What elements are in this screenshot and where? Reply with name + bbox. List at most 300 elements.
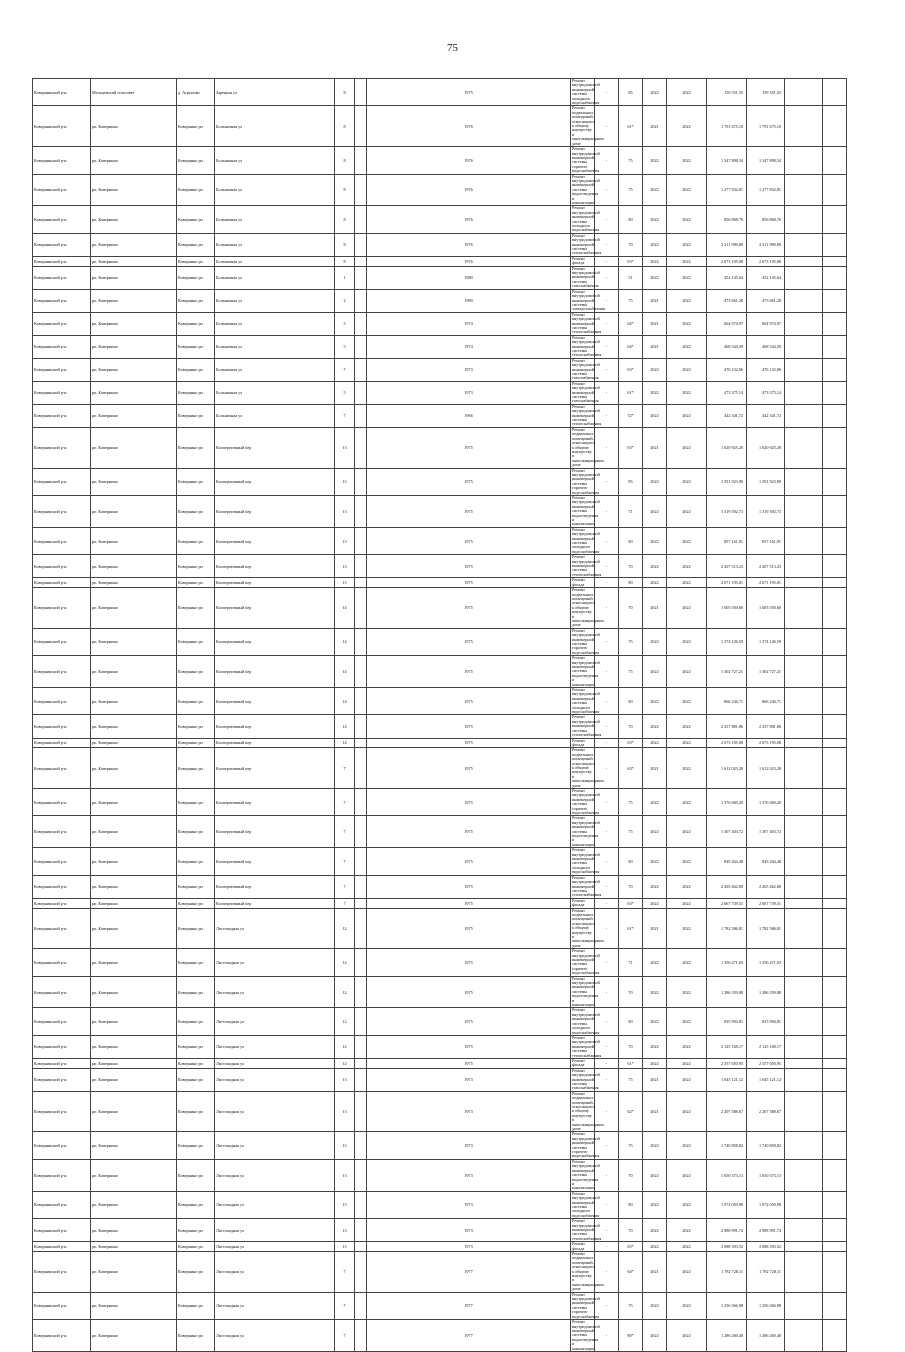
empty-cell [823, 79, 847, 106]
street-cell: Больничная ул [215, 381, 335, 404]
street-cell: Кооперативный пер [215, 628, 335, 655]
table-row [33, 312, 847, 335]
total-cost-cell: 1 374 126,59 [747, 628, 785, 655]
start-year-cell: 2022 [643, 1132, 667, 1159]
cost-cell: 2 265 462,80 [707, 875, 747, 898]
year-built-cell: 1977 [367, 1292, 571, 1319]
total-cost-cell: 2 988 991,74 [747, 1219, 785, 1242]
house-number-cell: 7 [335, 875, 355, 898]
empty-cell [785, 578, 823, 588]
settlement-cell: рп. Ковернино [91, 578, 177, 588]
start-year-cell: 2022 [643, 1008, 667, 1035]
total-cost-cell: 849 264,48 [747, 848, 785, 875]
total-cost-cell: 2 257 881,86 [747, 715, 785, 738]
year-built-cell: 1975 [367, 1035, 571, 1058]
total-cost-cell: 3 088 393,52 [747, 1242, 785, 1252]
empty-cell [355, 1008, 367, 1035]
unit-cell: - [595, 381, 619, 404]
work-type-cell: Ремонт внутридомовой инженерной системы горячего водоснабжения [572, 787, 600, 815]
total-cost-cell: 1 286 260,40 [747, 1320, 785, 1352]
locality-cell: Ковернино рп [177, 106, 215, 147]
district-cell: Ковернинский р-н [33, 1191, 91, 1218]
street-cell: Больничная ул [215, 404, 335, 427]
empty-cell [785, 468, 823, 495]
wear-percent-cell: 63* [619, 256, 643, 266]
house-number-cell: 7 [335, 358, 355, 381]
work-type-cell: Ремонт подвальных помещений, относящихся к общему имуществу в многоквартирном доме [572, 426, 604, 468]
cost-cell: 3 088 393,52 [707, 1242, 747, 1252]
year-built-cell: 1975 [367, 848, 571, 875]
settlement-cell: рп. Ковернино [91, 908, 177, 949]
start-year-cell: 2022 [643, 788, 667, 815]
street-cell: Кооперативный пер [215, 848, 335, 875]
start-year-cell: 2022 [643, 656, 667, 688]
locality-cell: Ковернино рп [177, 748, 215, 789]
year-built-cell: 1977 [367, 1252, 571, 1293]
house-number-cell: 13 [335, 1191, 355, 1218]
wear-percent-cell: 80 [619, 527, 643, 554]
start-year-cell: 2022 [643, 898, 667, 908]
cost-cell: 2 671 195,01 [707, 578, 747, 588]
district-cell: Ковернинский р-н [33, 1252, 91, 1293]
unit-cell: - [595, 106, 619, 147]
street-cell: Листопадная ул [215, 1191, 335, 1218]
total-cost-cell: 473 661,28 [747, 289, 785, 312]
district-cell: Ковернинский р-н [33, 1068, 91, 1091]
end-year-cell: 2022 [667, 266, 707, 289]
table-row [33, 715, 847, 738]
year-built-cell: 1975 [367, 715, 571, 738]
settlement-cell: рп. Ковернино [91, 427, 177, 468]
year-built-cell: 1973 [367, 1219, 571, 1242]
start-year-cell: 2022 [643, 1035, 667, 1058]
house-number-cell: 7 [335, 848, 355, 875]
unit-cell: - [595, 147, 619, 174]
street-cell: Листопадная ул [215, 1132, 335, 1159]
start-year-cell: 2022 [643, 468, 667, 495]
empty-cell [785, 427, 823, 468]
empty-cell [785, 174, 823, 206]
district-cell: Ковернинский р-н [33, 106, 91, 147]
street-cell: Листопадная ул [215, 976, 335, 1008]
district-cell: Ковернинский р-н [33, 578, 91, 588]
work-type-cell: Ремонт внутридомовой инженерной системы водоотведения и канализации [572, 1319, 600, 1351]
empty-cell [823, 233, 847, 256]
house-number-cell: 7 [335, 788, 355, 815]
cost-cell: 857 161,91 [707, 527, 747, 554]
empty-cell [823, 1292, 847, 1319]
year-built-cell: 1975 [367, 527, 571, 554]
street-cell: Кооперативный пер [215, 656, 335, 688]
street-cell: Больничная ул [215, 233, 335, 256]
empty-cell [823, 578, 847, 588]
settlement-cell: рп. Ковернино [91, 404, 177, 427]
wear-percent-cell: 63* [619, 748, 643, 789]
street-cell: Листопадная ул [215, 1292, 335, 1319]
house-number-cell: 12 [335, 1035, 355, 1058]
unit-cell: - [595, 908, 619, 949]
house-number-cell: 8 [335, 233, 355, 256]
table-row [33, 1159, 847, 1191]
street-cell: Кооперативный пер [215, 468, 335, 495]
work-type-cell: Ремонт внутридомовой инженерной системы водоотведения и канализации [572, 815, 600, 847]
wear-percent-cell: 70 [619, 1219, 643, 1242]
total-cost-cell: 866 236,71 [747, 688, 785, 715]
empty-cell [355, 875, 367, 898]
empty-cell [785, 1091, 823, 1132]
work-type-cell: Ремонт внутридомовой инженерной системы теплоснабжения [572, 232, 602, 256]
start-year-cell: 2022 [643, 1219, 667, 1242]
empty-cell [355, 555, 367, 578]
settlement-cell: рп. Ковернино [91, 628, 177, 655]
empty-cell [355, 335, 367, 358]
total-cost-cell: 1 256 366,98 [747, 1292, 785, 1319]
cost-cell: 468 544,59 [707, 335, 747, 358]
year-built-cell: 1966 [367, 404, 571, 427]
total-cost-cell: 835 994,81 [747, 1008, 785, 1035]
total-cost-cell: 1 605 550,60 [747, 588, 785, 629]
empty-cell [785, 908, 823, 949]
empty-cell [823, 1091, 847, 1132]
empty-cell [355, 1132, 367, 1159]
street-cell: Больничная ул [215, 174, 335, 206]
empty-cell [823, 848, 847, 875]
street-cell: Листопадная ул [215, 1008, 335, 1035]
settlement-cell: рп. Ковернино [91, 335, 177, 358]
house-number-cell: 13 [335, 1132, 355, 1159]
unit-cell: - [595, 898, 619, 908]
work-type-cell: Ремонт внутридомовой инженерной системы холодного водоснабжения [572, 526, 600, 554]
table-row [33, 79, 847, 106]
cost-cell: 1 072 050,98 [707, 1191, 747, 1218]
settlement-cell: рп. Ковернино [91, 1058, 177, 1068]
district-cell: Ковернинский р-н [33, 788, 91, 815]
district-cell: Ковернинский р-н [33, 628, 91, 655]
table-row [33, 358, 847, 381]
empty-cell [823, 1191, 847, 1218]
street-cell: Больничная ул [215, 312, 335, 335]
settlement-cell: рп. Ковернино [91, 748, 177, 789]
empty-cell [355, 79, 367, 106]
wear-percent-cell: 80 [619, 206, 643, 233]
locality-cell: Ковернино рп [177, 578, 215, 588]
locality-cell: Ковернино рп [177, 1159, 215, 1191]
table-row [33, 688, 847, 715]
start-year-cell: 2022 [643, 1320, 667, 1352]
cost-cell: 1 356 471,03 [707, 949, 747, 976]
settlement-cell: рп. Ковернино [91, 788, 177, 815]
work-type-cell: Ремонт внутридомовой инженерной системы теплоснабжения [572, 403, 602, 427]
unit-cell: - [595, 949, 619, 976]
locality-cell: Ковернино рп [177, 174, 215, 206]
cost-cell: 1 286 359,88 [707, 976, 747, 1008]
unit-cell: - [595, 1242, 619, 1252]
start-year-cell: 2021 [643, 1068, 667, 1091]
end-year-cell: 2022 [667, 656, 707, 688]
empty-cell [785, 1068, 823, 1091]
year-built-cell: 1975 [367, 738, 571, 748]
house-number-cell: 12 [335, 976, 355, 1008]
street-cell: Кооперативный пер [215, 527, 335, 554]
empty-cell [785, 527, 823, 554]
empty-cell [355, 468, 367, 495]
work-type-cell: Ремонт внутридомовой инженерной системы теплоснабжения [572, 714, 602, 738]
wear-percent-cell: 70 [619, 1159, 643, 1191]
total-cost-cell: 476 132,86 [747, 358, 785, 381]
end-year-cell: 2022 [667, 578, 707, 588]
district-cell: Ковернинский р-н [33, 256, 91, 266]
start-year-cell: 2022 [643, 848, 667, 875]
unit-cell: - [595, 738, 619, 748]
settlement-cell: рп. Ковернино [91, 688, 177, 715]
cost-cell: 452 145,64 [707, 266, 747, 289]
end-year-cell: 2022 [667, 1058, 707, 1068]
district-cell: Ковернинский р-н [33, 976, 91, 1008]
table-row [33, 788, 847, 815]
locality-cell: Ковернино рп [177, 1068, 215, 1091]
empty-cell [823, 1159, 847, 1191]
wear-percent-cell: 70 [619, 233, 643, 256]
empty-cell [823, 312, 847, 335]
cost-cell: 1 645 121,12 [707, 1068, 747, 1091]
empty-cell [823, 404, 847, 427]
settlement-cell: рп. Ковернино [91, 495, 177, 527]
end-year-cell: 2022 [667, 381, 707, 404]
empty-cell [823, 335, 847, 358]
locality-cell: Ковернино рп [177, 495, 215, 527]
table-row [33, 106, 847, 147]
settlement-cell: рп. Ковернино [91, 206, 177, 233]
district-cell: Ковернинский р-н [33, 738, 91, 748]
locality-cell: Ковернино рп [177, 335, 215, 358]
year-built-cell: 1975 [367, 588, 571, 629]
unit-cell: - [595, 1219, 619, 1242]
start-year-cell: 2021 [643, 312, 667, 335]
cost-cell: 1 286 260,40 [707, 1320, 747, 1352]
work-type-cell: Ремонт подвальных помещений, относящихся к общему имуществу в многоквартирном доме [572, 1090, 604, 1132]
district-cell: Ковернинский р-н [33, 908, 91, 949]
cost-cell: 1 347 898,54 [707, 147, 747, 174]
total-cost-cell: 2 671 195,01 [747, 578, 785, 588]
table-row [33, 949, 847, 976]
settlement-cell: рп. Ковернино [91, 358, 177, 381]
locality-cell: Ковернино рп [177, 875, 215, 898]
total-cost-cell: 1 620 925,20 [747, 427, 785, 468]
work-type-cell: Ремонт внутридомовой инженерной системы водоотведения и канализации [572, 655, 600, 687]
wear-percent-cell: 63* [619, 427, 643, 468]
unit-cell: - [595, 233, 619, 256]
empty-cell [355, 628, 367, 655]
settlement-cell: рп. Ковернино [91, 468, 177, 495]
unit-cell: - [595, 256, 619, 266]
locality-cell: Ковернино рп [177, 1252, 215, 1293]
unit-cell: - [595, 1292, 619, 1319]
table-row [33, 495, 847, 527]
unit-cell: - [595, 266, 619, 289]
empty-cell [355, 495, 367, 527]
wear-percent-cell: 64* [619, 312, 643, 335]
house-number-cell: 5 [335, 312, 355, 335]
empty-cell [823, 381, 847, 404]
cost-cell: 1 591 923,90 [707, 468, 747, 495]
year-built-cell: 1976 [367, 106, 571, 147]
year-built-cell: 1976 [367, 206, 571, 233]
work-type-cell: Ремонт внутридомовой инженерной системы холодного водоснабжения [572, 1007, 600, 1035]
work-type-cell: Ремонт подвальных помещений, относящихся к общему имуществу в многоквартирном доме [572, 105, 604, 146]
house-number-cell: 12 [335, 949, 355, 976]
start-year-cell: 2022 [643, 578, 667, 588]
wear-percent-cell: 71 [619, 495, 643, 527]
locality-cell: Ковернино рп [177, 898, 215, 908]
locality-cell: д. Агрызово [177, 79, 215, 106]
district-cell: Ковернинский р-н [33, 1008, 91, 1035]
table-row [33, 335, 847, 358]
locality-cell: Ковернино рп [177, 628, 215, 655]
end-year-cell: 2022 [667, 628, 707, 655]
settlement-cell: рп. Ковернино [91, 381, 177, 404]
year-built-cell: 1973 [367, 1191, 571, 1218]
unit-cell: - [595, 875, 619, 898]
cost-cell: 604 974,97 [707, 312, 747, 335]
year-built-cell: 1973 [367, 381, 571, 404]
street-cell: Кооперативный пер [215, 578, 335, 588]
locality-cell: Ковернино рп [177, 358, 215, 381]
empty-cell [823, 174, 847, 206]
street-cell: Листопадная ул [215, 1058, 335, 1068]
house-number-cell: 14 [335, 656, 355, 688]
start-year-cell: 2022 [643, 688, 667, 715]
end-year-cell: 2022 [667, 898, 707, 908]
settlement-cell: рп. Ковернино [91, 1008, 177, 1035]
empty-cell [785, 898, 823, 908]
total-cost-cell: 2 211 990,80 [747, 233, 785, 256]
empty-cell [355, 816, 367, 848]
table-row [33, 816, 847, 848]
unit-cell: - [595, 79, 619, 106]
locality-cell: Ковернино рп [177, 908, 215, 949]
empty-cell [785, 715, 823, 738]
start-year-cell: 2021 [643, 748, 667, 789]
house-number-cell: 14 [335, 715, 355, 738]
work-type-cell: Ремонт фасада [571, 738, 595, 748]
street-cell: Больничная ул [215, 147, 335, 174]
table-row [33, 578, 847, 588]
street-cell: Кооперативный пер [215, 875, 335, 898]
settlement-cell: рп. Ковернино [91, 588, 177, 629]
table-row [33, 1068, 847, 1091]
year-built-cell: 1973 [367, 1242, 571, 1252]
district-cell: Ковернинский р-н [33, 949, 91, 976]
unit-cell: - [595, 1091, 619, 1132]
end-year-cell: 2022 [667, 174, 707, 206]
total-cost-cell: 2 673 195,08 [747, 256, 785, 266]
cost-cell: 1 319 392,73 [707, 495, 747, 527]
street-cell: Листопадная ул [215, 1068, 335, 1091]
empty-cell [355, 848, 367, 875]
table-row [33, 1320, 847, 1352]
end-year-cell: 2022 [667, 976, 707, 1008]
start-year-cell: 2021 [643, 335, 667, 358]
empty-cell [355, 688, 367, 715]
district-cell: Ковернинский р-н [33, 358, 91, 381]
unit-cell: - [595, 206, 619, 233]
settlement-cell: рп. Ковернино [91, 312, 177, 335]
total-cost-cell: 2 667 739,51 [747, 898, 785, 908]
start-year-cell: 2022 [643, 1159, 667, 1191]
work-type-cell: Ремонт внутридомовой инженерной системы водоотведения и канализации [572, 494, 600, 527]
start-year-cell: 2022 [643, 715, 667, 738]
end-year-cell: 2022 [667, 1252, 707, 1293]
district-cell: Ковернинский р-н [33, 1320, 91, 1352]
total-cost-cell: 452 145,64 [747, 266, 785, 289]
cost-cell: 1 277 832,81 [707, 174, 747, 206]
empty-cell [823, 738, 847, 748]
start-year-cell: 2022 [643, 147, 667, 174]
settlement-cell: рп. Ковернино [91, 555, 177, 578]
empty-cell [355, 949, 367, 976]
street-cell: Листопадная ул [215, 949, 335, 976]
wear-percent-cell: 64* [619, 335, 643, 358]
locality-cell: Ковернино рп [177, 427, 215, 468]
house-number-cell: 14 [335, 688, 355, 715]
start-year-cell: 2022 [643, 358, 667, 381]
unit-cell: - [595, 312, 619, 335]
wear-percent-cell: 80 [619, 848, 643, 875]
house-number-cell: 13 [335, 527, 355, 554]
locality-cell: Ковернино рп [177, 404, 215, 427]
end-year-cell: 2022 [667, 495, 707, 527]
work-type-cell: Ремонт внутридомовой инженерной системы горячего водоснабжения [572, 1291, 600, 1319]
house-number-cell: 1 [335, 266, 355, 289]
empty-cell [823, 898, 847, 908]
end-year-cell: 2022 [667, 715, 707, 738]
table-row [33, 256, 847, 266]
settlement-cell: рп. Ковернино [91, 1252, 177, 1293]
street-cell: Больничная ул [215, 335, 335, 358]
end-year-cell: 2022 [667, 738, 707, 748]
settlement-cell: рп. Ковернино [91, 1242, 177, 1252]
cost-cell: 473 375,14 [707, 381, 747, 404]
house-number-cell: 13 [335, 495, 355, 527]
street-cell: Кооперативный пер [215, 816, 335, 848]
total-cost-cell: 2 207 513,23 [747, 555, 785, 578]
start-year-cell: 2022 [643, 555, 667, 578]
street-cell: Зарецкая ул [215, 79, 335, 106]
empty-cell [823, 527, 847, 554]
empty-cell [823, 1132, 847, 1159]
total-cost-cell: 1 319 392,73 [747, 495, 785, 527]
work-type-cell: Ремонт внутридомовой инженерной системы газоснабжения [572, 380, 600, 404]
unit-cell: - [595, 1320, 619, 1352]
total-cost-cell: 1 356 471,03 [747, 949, 785, 976]
start-year-cell: 2022 [643, 79, 667, 106]
year-built-cell: 1975 [367, 628, 571, 655]
start-year-cell: 2022 [643, 1242, 667, 1252]
empty-cell [785, 555, 823, 578]
empty-cell [355, 1035, 367, 1058]
start-year-cell: 2022 [643, 1292, 667, 1319]
house-number-cell: 13 [335, 1068, 355, 1091]
settlement-cell: рп. Ковернино [91, 174, 177, 206]
empty-cell [785, 495, 823, 527]
district-cell: Ковернинский р-н [33, 79, 91, 106]
empty-cell [823, 976, 847, 1008]
total-cost-cell: 1 347 898,54 [747, 147, 785, 174]
empty-cell [823, 555, 847, 578]
start-year-cell: 2021 [643, 106, 667, 147]
locality-cell: Ковернино рп [177, 1219, 215, 1242]
table-row [33, 848, 847, 875]
